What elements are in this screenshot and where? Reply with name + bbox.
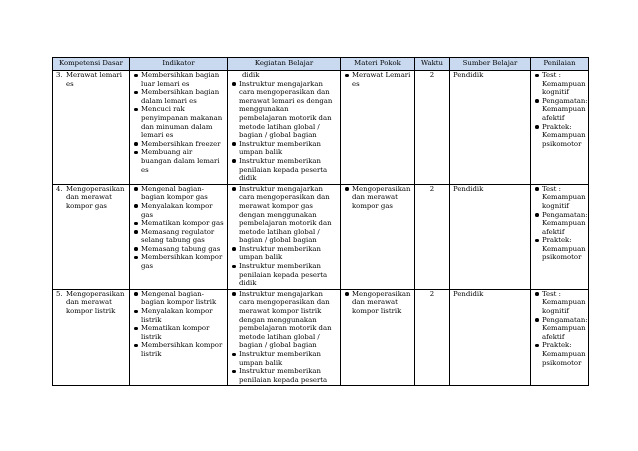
indikator-item: Membersihkan bagian luar lemari es — [133, 71, 224, 88]
indikator-item: Membersihkan kompor gas — [133, 253, 224, 270]
kegiatan-item-list — [231, 80, 337, 183]
indikator-item: Mematikan kompor gas — [133, 219, 224, 228]
indikator-item: Mematikan kompor listrik — [133, 324, 224, 341]
waktu-cell: 2 — [415, 71, 450, 185]
table-row — [53, 184, 589, 289]
kegiatan-item-list — [231, 290, 337, 385]
materi-pokok-cell — [341, 71, 415, 185]
table-row — [53, 289, 589, 386]
indikator-item: Memasang tabung gas — [133, 245, 224, 254]
indikator-item: Memasang regulator selang tabung gas — [133, 228, 224, 245]
indikator-item: Membersihkan kompor listrik — [133, 341, 224, 358]
kompetensi-dasar-cell — [53, 184, 130, 289]
indikator-item-list — [133, 290, 224, 359]
kegiatan-item: Instruktur memberikan penilaian kepada peserta — [231, 367, 337, 384]
kd-text: Merawat lemari es — [66, 71, 122, 88]
header-waktu: Waktu — [415, 58, 450, 71]
penilaian-item-list — [534, 289, 588, 367]
indikator-item: Mencuci rak penyimpanan makanan dan minuman dalam lemari es — [133, 105, 224, 139]
materi-item: Mengoperasikan dan merawat kompor gas — [344, 185, 411, 211]
kegiatan-belajar-cell — [228, 289, 341, 386]
kegiatan-item: Instruktur memberikan umpan balik — [231, 350, 337, 367]
materi-item: Mengoperasikan dan merawat kompor listrik — [344, 290, 411, 316]
kd-text: Mengoperasikan dan merawat kompor listrik — [66, 289, 125, 316]
sumber-belajar-cell: Pendidik — [450, 289, 531, 386]
indikator-cell — [130, 289, 228, 386]
indikator-item: Mengenal bagian-bagian kompor listrik — [133, 290, 224, 307]
syllabus-table — [52, 57, 589, 386]
indikator-item: Membersihkan freezer — [133, 140, 224, 149]
penilaian-item: Praktek: Kemampuan psikomotor — [534, 341, 585, 367]
penilaian-cell — [531, 289, 589, 386]
penilaian-item: Test : Kemampuan kognitif — [534, 290, 585, 316]
sumber-belajar-cell: Pendidik — [450, 184, 531, 289]
kegiatan-item: Instruktur memberikan penilaian kepada peserta didik — [231, 157, 337, 183]
penilaian-cell — [531, 184, 589, 289]
kegiatan-item: Instruktur memberikan umpan balik — [231, 140, 337, 157]
kompetensi-dasar-cell — [53, 289, 130, 386]
materi-item-list — [344, 71, 411, 88]
penilaian-item: Pengamatan: Kemampuan afektif — [534, 211, 585, 237]
materi-item-list — [344, 185, 411, 211]
waktu-cell: 2 — [415, 184, 450, 289]
penilaian-item: Pengamatan: Kemampuan afektif — [534, 97, 585, 123]
table-header-row — [53, 58, 589, 71]
penilaian-item: Praktek: Kemampuan psikomotor — [534, 236, 585, 262]
kegiatan-item: Instruktur mengajarkan cara mengoperasikan dan merawat kompor listrik dengan menggunakan pembelajaran motorik dan metode latihan global / bagian / global bagian — [231, 290, 337, 350]
kd-number: 5. — [56, 289, 63, 298]
kd-number: 4. — [56, 184, 63, 193]
header-penilaian: Penilaian — [531, 58, 589, 71]
kegiatan-item: Instruktur memberikan penilaian kepada peserta didik — [231, 262, 337, 288]
header-sumber-belajar: Sumber Belajar — [450, 58, 531, 71]
penilaian-item: Praktek: Kemampuan psikomotor — [534, 123, 585, 149]
indikator-item: Menyalakan kompor listrik — [133, 307, 224, 324]
materi-pokok-cell — [341, 184, 415, 289]
header-materi-pokok: Materi Pokok — [341, 58, 415, 71]
waktu-cell: 2 — [415, 289, 450, 386]
indikator-item-list — [133, 71, 224, 174]
penilaian-item-list — [534, 184, 588, 262]
materi-pokok-cell — [341, 289, 415, 386]
kd-number: 3. — [56, 71, 63, 79]
kegiatan-item-list — [231, 185, 337, 288]
header-kegiatan-belajar: Kegiatan Belajar — [228, 58, 341, 71]
kegiatan-item: Instruktur memberikan umpan balik — [231, 245, 337, 262]
materi-item-list — [344, 290, 411, 316]
indikator-item: Menyalakan kompor gas — [133, 202, 224, 219]
kegiatan-item: Instruktur mengajarkan cara mengoperasikan dan merawat lemari es dengan menggunakan pembelajaran motorik dan metode latihan global / bagian / global bagian — [231, 80, 337, 140]
kegiatan-item: Instruktur mengajarkan cara mengoperasikan dan merawat kompor gas dengan menggunakan pembelajaran motorik dan metode latihan global / bagian / global bagian — [231, 185, 337, 245]
penilaian-cell — [531, 71, 589, 185]
penilaian-item: Pengamatan: Kemampuan afektif — [534, 316, 585, 342]
kegiatan-belajar-cell — [228, 71, 341, 185]
kd-text: Mengoperasikan dan merawat kompor gas — [66, 184, 125, 210]
indikator-item-list — [133, 185, 224, 271]
penilaian-item: Test : Kemampuan kognitif — [534, 185, 585, 211]
indikator-item: Membuang air buangan dalam lemari es — [133, 148, 224, 174]
header-kompetensi-dasar: Kompetensi Dasar — [53, 58, 130, 71]
table-row — [53, 71, 589, 185]
penilaian-item: Test : Kemampuan kognitif — [534, 71, 585, 97]
kegiatan-carryover-text: didik — [242, 71, 260, 79]
penilaian-item-list — [534, 71, 588, 148]
indikator-item: Mengenal bagian-bagian kompor gas — [133, 185, 224, 202]
header-indikator: Indikator — [130, 58, 228, 71]
indikator-cell — [130, 184, 228, 289]
indikator-item: Membersihkan bagian dalam lemari es — [133, 88, 224, 105]
kompetensi-dasar-cell — [53, 71, 130, 185]
materi-item: Merawat Lemari es — [344, 71, 411, 88]
indikator-cell — [130, 71, 228, 185]
kegiatan-belajar-cell — [228, 184, 341, 289]
sumber-belajar-cell: Pendidik — [450, 71, 531, 185]
